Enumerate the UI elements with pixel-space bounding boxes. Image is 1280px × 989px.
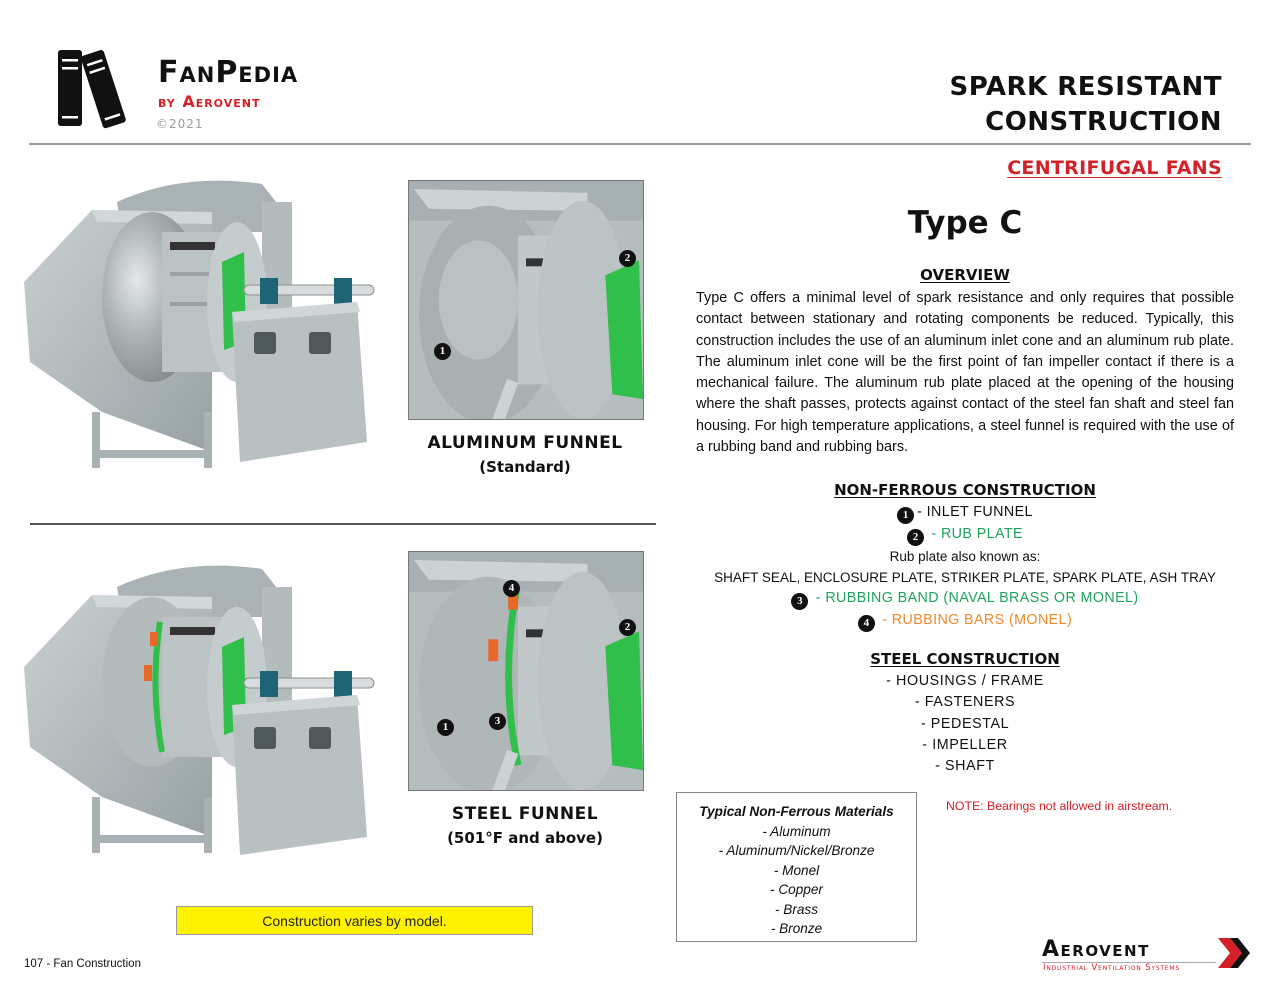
item-label: RUBBING BARS (MONEL) <box>891 612 1073 628</box>
header-divider <box>29 143 1251 145</box>
caption-main: ALUMINUM FUNNEL <box>427 433 623 453</box>
bearings-note: NOTE: Bearings not allowed in airstream. <box>946 799 1173 813</box>
overview-body: Type C offers a minimal level of spark resistance and only requires that possible contact between stationary and rotating components be reduced. Typically, this construction includes the use of an aluminum inlet cone and an aluminum rub plate. The aluminum inlet cone will be the first point of fan impeller contact if there is a mechanical failure. The aluminum rub plate placed at the opening of the housing where the shaft passes, protects against contact of the steel fan shaft and steel fan housing. For high temperature applications, a steel funnel is required with the use of a rubbing band and rubbing bars. <box>696 290 1234 456</box>
logo-byline: by Aerovent <box>158 92 261 111</box>
marker-1-icon: 1 <box>434 343 451 360</box>
material-item: - Brass <box>774 901 819 917</box>
logo-title: FanPedia <box>158 55 299 90</box>
brand-logo-name: Aerovent <box>1042 937 1150 962</box>
material-item: - Monel <box>773 862 820 878</box>
marker-4-icon: 4 <box>858 615 875 632</box>
page-title <box>950 70 1222 140</box>
detail-image-steel-funnel <box>408 551 644 791</box>
steel-item: - FASTENERS <box>914 694 1016 711</box>
page-number-label: 107 - Fan Construction <box>24 958 141 970</box>
logo-copyright: ©2021 <box>156 117 204 131</box>
material-item: - Copper <box>770 882 823 897</box>
materials-title: Typical Non-Ferrous Materials <box>699 804 894 819</box>
page-title-line-1: SPARK RESISTANT <box>949 72 1222 102</box>
materials-box <box>676 792 917 942</box>
overview-heading: OVERVIEW <box>920 266 1010 284</box>
non-ferrous-item-3: 3 - RUBBING BAND (NAVAL BRASS OR MONEL) <box>690 588 1240 610</box>
item-label: RUB PLATE <box>940 526 1023 542</box>
marker-2-icon: 2 <box>907 529 924 546</box>
section-label: CENTRIFUGAL FANS <box>1007 157 1222 179</box>
steel-item: - IMPELLER <box>922 736 1008 753</box>
books-logo-icon <box>56 47 140 129</box>
steel-item: - HOUSINGS / FRAME <box>886 673 1044 689</box>
fan-illustration-steel <box>22 557 382 857</box>
non-ferrous-item-1: 1 - INLET FUNNEL <box>690 502 1240 524</box>
brand-logo-tagline: Industrial Ventilation Systems <box>1043 963 1181 973</box>
material-item: - Aluminum <box>762 823 831 839</box>
steel-item: - SHAFT <box>935 758 995 775</box>
marker-1-icon: 1 <box>897 507 914 524</box>
steel-item: - PEDESTAL <box>920 715 1010 732</box>
chevron-right-logo-icon <box>1216 936 1254 970</box>
non-ferrous-heading: NON-FERROUS CONSTRUCTION <box>834 481 1096 499</box>
detail-image-aluminum-funnel <box>408 180 644 420</box>
caption-sub: (501°F and above) <box>447 829 603 847</box>
non-ferrous-list <box>690 502 1240 632</box>
caption-steel-funnel <box>400 804 650 847</box>
non-ferrous-item-4: 4 - RUBBING BARS (MONEL) <box>690 610 1240 632</box>
steel-list <box>700 671 1230 777</box>
marker-3-icon: 3 <box>489 713 506 730</box>
non-ferrous-item-2: 2 - RUB PLATE <box>690 524 1240 546</box>
steel-heading: STEEL CONSTRUCTION <box>870 650 1060 668</box>
marker-2-icon: 2 <box>619 250 636 267</box>
page-title-line-2: CONSTRUCTION <box>985 107 1222 137</box>
caption-aluminum-funnel <box>400 433 650 476</box>
marker-4-icon: 4 <box>503 580 520 597</box>
caption-main: STEEL FUNNEL <box>451 804 599 824</box>
item-label: RUBBING BAND (NAVAL BRASS OR MONEL) <box>825 590 1139 606</box>
fan-illustration-aluminum <box>22 172 382 472</box>
material-item: - Aluminum/Nickel/Bronze <box>718 843 875 858</box>
item-label: INLET FUNNEL <box>926 504 1033 520</box>
marker-3-icon: 3 <box>791 593 808 610</box>
section-divider <box>30 523 656 525</box>
type-heading: Type C <box>907 205 1023 241</box>
construction-callout: Construction varies by model. <box>176 906 533 935</box>
marker-2-icon: 2 <box>619 619 636 636</box>
marker-1-icon: 1 <box>437 719 454 736</box>
caption-sub: (Standard) <box>479 458 571 476</box>
rub-plate-aka-list: SHAFT SEAL, ENCLOSURE PLATE, STRIKER PLATE, SPARK PLATE, ASH TRAY <box>714 570 1216 585</box>
rub-plate-aka-label: Rub plate also known as: <box>889 549 1041 564</box>
material-item: - Bronze <box>770 921 823 936</box>
